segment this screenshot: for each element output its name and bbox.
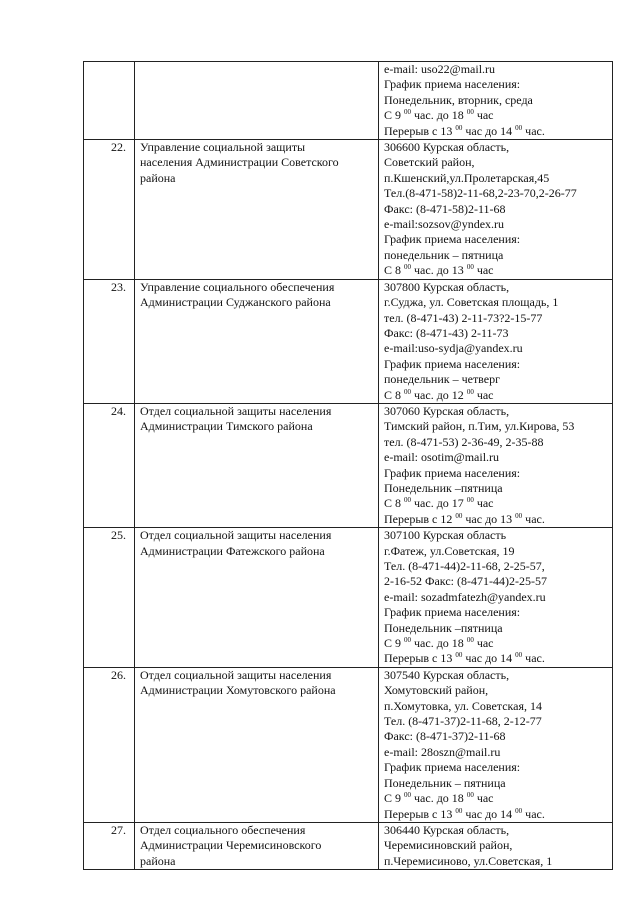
contact-line [384, 776, 610, 791]
contact-line [384, 295, 610, 310]
time-minutes-superscript: 00 [466, 496, 474, 505]
contact-line [384, 760, 610, 775]
contact-text: час. до 13 [411, 263, 467, 278]
organization-name-line: Отдел социального обеспечения [140, 822, 306, 837]
table-row [84, 822, 613, 869]
contact-text: График приема населения: [384, 232, 521, 247]
row-number: 25. [84, 528, 135, 668]
contact-text: Перерыв с 13 [384, 651, 456, 666]
contact-text: Факс: (8-471-58)2-11-68 [384, 201, 506, 216]
time-minutes-superscript: 00 [455, 123, 463, 132]
contact-text: час. до 12 [411, 387, 467, 402]
contact-text: час. [522, 651, 545, 666]
office-directory-table [83, 61, 613, 870]
contact-line [384, 341, 610, 356]
contact-line [384, 388, 610, 403]
table-body [84, 62, 613, 870]
contact-line [384, 528, 610, 543]
contact-line [384, 77, 610, 92]
contact-text: 307100 Курская область [384, 528, 507, 543]
contact-text: п.Черемисиново, ул.Советская, 1 [384, 853, 553, 868]
time-minutes-superscript: 00 [466, 108, 474, 117]
contact-line [384, 93, 610, 108]
contact-text: С 9 [384, 108, 405, 123]
organization-name-line: Администрации Суджанского района [140, 295, 331, 310]
organization-name-line: Администрации Черемисиновского [140, 838, 322, 853]
contact-line [384, 357, 610, 372]
contact-line [384, 435, 610, 450]
contact-line [384, 372, 610, 387]
contact-text: Тел. (8-471-44)2-11-68, 2-25-57, [384, 559, 545, 573]
time-minutes-superscript: 00 [515, 123, 523, 132]
contact-line [384, 404, 610, 419]
contact-text: Перерыв с 13 [384, 123, 456, 138]
contact-text: час [473, 387, 494, 402]
contact-cell [379, 62, 613, 140]
contact-text: Советский район, [384, 155, 475, 170]
time-minutes-superscript: 00 [404, 263, 412, 272]
contact-text: Тел.(8-471-58)2-11-68,2-23-70,2-26-77 [384, 186, 577, 201]
organization-cell [135, 140, 379, 280]
time-minutes-superscript: 00 [455, 806, 463, 815]
contact-line [384, 838, 610, 853]
contact-text: час. до 18 [411, 108, 467, 123]
contact-text: г.Фатеж, ул.Советская, 19 [384, 543, 515, 558]
contact-line [384, 108, 610, 123]
contact-line [384, 450, 610, 465]
contact-line [384, 854, 610, 869]
organization-name-line: Администрации Тимского района [140, 419, 313, 434]
contact-line [384, 202, 610, 217]
contact-text: С 8 [384, 496, 405, 511]
time-minutes-superscript: 00 [466, 791, 474, 800]
contact-line [384, 481, 610, 496]
contact-line [384, 326, 610, 341]
contact-text: Перерыв с 13 [384, 806, 456, 821]
contact-cell [379, 528, 613, 668]
contact-line [384, 574, 610, 589]
contact-line [384, 280, 610, 295]
contact-text: Понедельник –пятница [384, 480, 503, 495]
contact-line [384, 714, 610, 729]
contact-text: График приема населения: [384, 465, 521, 480]
table-row [84, 279, 613, 403]
contact-text: e-mail:uso-sydja@yandex.ru [384, 341, 523, 356]
table-row [84, 62, 613, 140]
contact-text: 2-16-52 Факс: (8-471-44)2-25-57 [384, 574, 547, 589]
contact-text: час. [522, 511, 545, 526]
row-number: 24. [84, 403, 135, 527]
contact-text: час. до 18 [411, 791, 467, 806]
organization-cell [135, 528, 379, 668]
contact-text: Перерыв с 12 [384, 511, 456, 526]
table-row [84, 140, 613, 280]
table-row [84, 528, 613, 668]
organization-name-line: Отдел социальной защиты населения [140, 403, 332, 418]
contact-text: График приема населения: [384, 605, 521, 620]
contact-text: час [473, 636, 494, 651]
contact-line [384, 745, 610, 760]
time-minutes-superscript: 00 [466, 387, 474, 396]
contact-line [384, 248, 610, 263]
contact-text: п.Кшенский,ул.Пролетарская,45 [384, 170, 550, 185]
time-minutes-superscript: 00 [515, 511, 523, 520]
contact-text: Понедельник –пятница [384, 620, 503, 635]
contact-text: 307540 Курская область, [384, 667, 510, 682]
contact-cell [379, 279, 613, 403]
table-row [84, 403, 613, 527]
time-minutes-superscript: 00 [515, 806, 523, 815]
organization-cell [135, 279, 379, 403]
contact-line [384, 651, 610, 666]
time-minutes-superscript: 00 [404, 496, 412, 505]
contact-text: тел. (8-471-53) 2-36-49, 2-35-88 [384, 434, 544, 449]
contact-text: e-mail: uso22@mail.ru [384, 62, 496, 76]
organization-cell [135, 667, 379, 822]
row-number: 27. [84, 822, 135, 869]
time-minutes-superscript: 00 [466, 263, 474, 272]
contact-text: час [473, 108, 494, 123]
organization-name-line: Управление социального обеспечения [140, 279, 335, 294]
contact-line [384, 171, 610, 186]
contact-text: час [473, 496, 494, 511]
time-minutes-superscript: 00 [404, 108, 412, 117]
contact-line [384, 512, 610, 527]
organization-cell [135, 822, 379, 869]
contact-line [384, 791, 610, 806]
row-number: 23. [84, 279, 135, 403]
contact-text: С 8 [384, 263, 405, 278]
time-minutes-superscript: 00 [404, 791, 412, 800]
contact-text: Понедельник, вторник, среда [384, 92, 533, 107]
contact-text: час [473, 263, 494, 278]
contact-text: e-mail: osotim@mail.ru [384, 450, 500, 465]
contact-line [384, 186, 610, 201]
organization-name-line: Управление социальной защиты [140, 140, 306, 155]
contact-text: понедельник – четверг [384, 372, 501, 387]
contact-line [384, 496, 610, 511]
contact-text: С 9 [384, 636, 405, 651]
time-minutes-superscript: 00 [404, 387, 412, 396]
time-minutes-superscript: 00 [466, 636, 474, 645]
contact-cell [379, 667, 613, 822]
contact-text: понедельник – пятница [384, 247, 504, 262]
contact-line [384, 807, 610, 822]
organization-name-line: населения Администрации Советского [140, 155, 339, 170]
contact-line [384, 155, 610, 170]
organization-name-line: Администрации Хомутовского района [140, 683, 336, 698]
contact-text: час. до 18 [411, 636, 467, 651]
contact-text: e-mail: sozadmfatezh@yandex.ru [384, 589, 546, 604]
contact-line [384, 559, 610, 574]
contact-text: г.Суджа, ул. Советская площадь, 1 [384, 295, 559, 310]
contact-text: Хомутовский район, [384, 683, 489, 698]
contact-text: час до 14 [462, 123, 516, 138]
contact-text: e-mail: 28oszn@mail.ru [384, 744, 501, 759]
row-number [84, 62, 135, 140]
contact-text: С 8 [384, 387, 405, 402]
row-number: 22. [84, 140, 135, 280]
time-minutes-superscript: 00 [455, 651, 463, 660]
contact-line [384, 699, 610, 714]
contact-line [384, 636, 610, 651]
organization-name-line: Отдел социальной защиты населения [140, 528, 332, 543]
contact-text: 307800 Курская область, [384, 279, 510, 294]
time-minutes-superscript: 00 [515, 651, 523, 660]
contact-text: График приема населения: [384, 356, 521, 371]
contact-line [384, 217, 610, 232]
contact-text: час до 14 [462, 651, 516, 666]
contact-text: тел. (8-471-43) 2-11-73?2-15-77 [384, 310, 543, 325]
organization-name-line: Отдел социальной защиты населения [140, 667, 332, 682]
contact-line [384, 544, 610, 559]
contact-line [384, 683, 610, 698]
contact-line [384, 590, 610, 605]
contact-text: Факс: (8-471-43) 2-11-73 [384, 325, 509, 340]
table-row [84, 667, 613, 822]
contact-text: График приема населения: [384, 760, 521, 775]
contact-text: e-mail:sozsov@yndex.ru [384, 217, 505, 232]
contact-text: 307060 Курская область, [384, 403, 510, 418]
contact-text: С 9 [384, 791, 405, 806]
contact-text: Черемисиновский район, [384, 838, 513, 853]
organization-name-line: района [140, 170, 176, 185]
contact-cell [379, 403, 613, 527]
contact-line [384, 621, 610, 636]
contact-cell [379, 140, 613, 280]
row-number: 26. [84, 667, 135, 822]
contact-text: График приема населения: [384, 77, 521, 92]
contact-line [384, 232, 610, 247]
contact-text: Понедельник – пятница [384, 775, 506, 790]
contact-text: час. до 17 [411, 496, 467, 511]
contact-text: 306600 Курская область, [384, 140, 510, 155]
contact-text: час до 13 [462, 511, 516, 526]
organization-cell [135, 62, 379, 140]
organization-name-line: района [140, 853, 176, 868]
time-minutes-superscript: 00 [404, 636, 412, 645]
contact-line [384, 311, 610, 326]
contact-text: Тел. (8-471-37)2-11-68, 2-12-77 [384, 714, 542, 729]
contact-text: час [473, 791, 494, 806]
contact-text: час. [522, 806, 545, 821]
contact-line [384, 668, 610, 683]
contact-line [384, 823, 610, 838]
time-minutes-superscript: 00 [455, 511, 463, 520]
contact-cell [379, 822, 613, 869]
contact-line [384, 140, 610, 155]
organization-name-line: Администрации Фатежского района [140, 543, 325, 558]
contact-line [384, 263, 610, 278]
contact-line [384, 605, 610, 620]
contact-text: Факс: (8-471-37)2-11-68 [384, 729, 506, 744]
contact-text: Тимский район, п.Тим, ул.Кирова, 53 [384, 419, 575, 434]
contact-text: час. [522, 123, 545, 138]
contact-text: п.Хомутовка, ул. Советская, 14 [384, 698, 543, 713]
contact-line [384, 62, 610, 77]
contact-line [384, 419, 610, 434]
organization-cell [135, 403, 379, 527]
contact-line [384, 124, 610, 139]
contact-text: час до 14 [462, 806, 516, 821]
contact-line [384, 466, 610, 481]
contact-text: 306440 Курская область, [384, 822, 510, 837]
contact-line [384, 729, 610, 744]
